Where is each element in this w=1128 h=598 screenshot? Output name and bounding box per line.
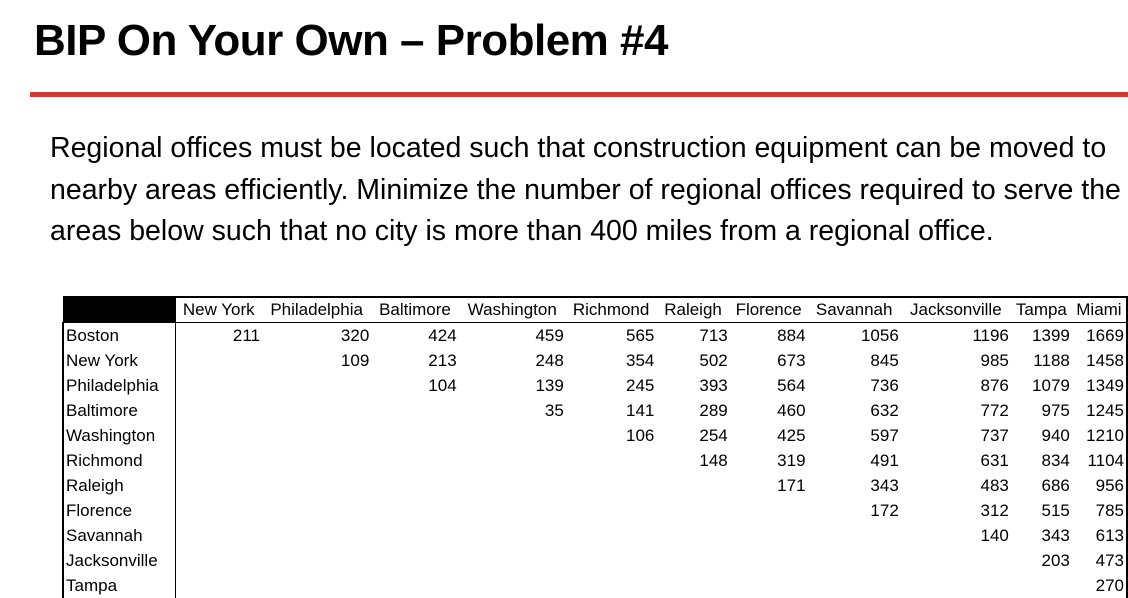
- distance-cell: 104: [371, 373, 458, 398]
- distance-cell: [656, 473, 729, 498]
- distance-cell: 343: [1011, 523, 1072, 548]
- distance-cell: [901, 573, 1011, 598]
- distance-cell: 289: [656, 398, 729, 423]
- distance-cell: [176, 573, 262, 598]
- distance-cell: 785: [1072, 498, 1127, 523]
- row-header: Jacksonville: [63, 548, 176, 573]
- distance-cell: 1196: [901, 323, 1011, 349]
- row-header: Florence: [63, 498, 176, 523]
- distance-cell: [459, 423, 566, 448]
- distance-cell: [262, 498, 371, 523]
- column-header: Savannah: [808, 297, 901, 323]
- distance-cell: [566, 573, 657, 598]
- distance-cell: 171: [730, 473, 808, 498]
- distance-cell: 1079: [1011, 373, 1072, 398]
- table-row: [63, 323, 1127, 349]
- distance-cell: [176, 423, 262, 448]
- distance-cell: [371, 448, 458, 473]
- corner-cell: [63, 297, 176, 323]
- distance-cell: 172: [808, 498, 901, 523]
- distance-cell: [262, 398, 371, 423]
- row-header: Washington: [63, 423, 176, 448]
- distance-cell: [176, 548, 262, 573]
- title-divider: [30, 92, 1128, 97]
- distance-cell: [262, 423, 371, 448]
- distance-cell: [371, 473, 458, 498]
- distance-cell: 203: [1011, 548, 1072, 573]
- row-header: Raleigh: [63, 473, 176, 498]
- column-header: Miami: [1072, 297, 1127, 323]
- row-header: Tampa: [63, 573, 176, 598]
- table-row: [63, 573, 1127, 598]
- distance-cell: 845: [808, 348, 901, 373]
- distance-cell: 459: [459, 323, 566, 349]
- distance-cell: [730, 573, 808, 598]
- distance-cell: [459, 473, 566, 498]
- distance-cell: 1188: [1011, 348, 1072, 373]
- distance-cell: [730, 523, 808, 548]
- table-row: [63, 398, 1127, 423]
- distance-cell: 140: [901, 523, 1011, 548]
- distance-cell: [262, 373, 371, 398]
- column-header: Jacksonville: [901, 297, 1011, 323]
- distance-cell: 613: [1072, 523, 1127, 548]
- row-header: New York: [63, 348, 176, 373]
- header-row: [63, 297, 1127, 323]
- distance-cell: 502: [656, 348, 729, 373]
- distance-cell: 1349: [1072, 373, 1127, 398]
- distance-cell: [808, 523, 901, 548]
- column-header: Florence: [730, 297, 808, 323]
- column-header: Raleigh: [656, 297, 729, 323]
- distance-cell: [656, 573, 729, 598]
- distance-cell: [901, 548, 1011, 573]
- distance-cell: 1104: [1072, 448, 1127, 473]
- distance-cell: 148: [656, 448, 729, 473]
- distance-cell: [656, 498, 729, 523]
- distance-cell: [371, 573, 458, 598]
- distance-cell: [459, 548, 566, 573]
- distance-cell: [176, 498, 262, 523]
- distance-cell: 565: [566, 323, 657, 349]
- table-row: [63, 448, 1127, 473]
- distance-cell: 1458: [1072, 348, 1127, 373]
- problem-statement: Regional offices must be located such that construction equipment can be moved to nearby areas efficiently. Minimize the number of regional offices required to serve the areas below such that no city is more than 400 miles from a regional office.: [50, 128, 1128, 253]
- distance-cell: [566, 548, 657, 573]
- table-row: [63, 373, 1127, 398]
- distance-cell: [566, 473, 657, 498]
- distance-cell: [176, 448, 262, 473]
- distance-cell: 106: [566, 423, 657, 448]
- distance-cell: 515: [1011, 498, 1072, 523]
- distance-cell: 736: [808, 373, 901, 398]
- distance-cell: [459, 498, 566, 523]
- distance-cell: 248: [459, 348, 566, 373]
- distance-cell: 254: [656, 423, 729, 448]
- distance-cell: 1056: [808, 323, 901, 349]
- distance-cell: [566, 448, 657, 473]
- distance-cell: [371, 498, 458, 523]
- distance-cell: 975: [1011, 398, 1072, 423]
- distance-cell: 737: [901, 423, 1011, 448]
- distance-cell: 834: [1011, 448, 1072, 473]
- distance-cell: 1245: [1072, 398, 1127, 423]
- distance-cell: [808, 548, 901, 573]
- distance-cell: 141: [566, 398, 657, 423]
- distance-cell: [262, 473, 371, 498]
- distance-cell: [656, 548, 729, 573]
- distance-table: [62, 296, 1128, 598]
- distance-cell: 686: [1011, 473, 1072, 498]
- distance-cell: 393: [656, 373, 729, 398]
- distance-cell: 713: [656, 323, 729, 349]
- distance-cell: 884: [730, 323, 808, 349]
- distance-cell: [459, 448, 566, 473]
- distance-cell: [371, 398, 458, 423]
- distance-cell: [656, 523, 729, 548]
- column-header: Richmond: [566, 297, 657, 323]
- distance-cell: 483: [901, 473, 1011, 498]
- distance-cell: [262, 573, 371, 598]
- row-header: Philadelphia: [63, 373, 176, 398]
- table-body: [63, 323, 1127, 598]
- distance-cell: 460: [730, 398, 808, 423]
- distance-cell: [371, 423, 458, 448]
- distance-cell: [176, 348, 262, 373]
- distance-cell: 425: [730, 423, 808, 448]
- row-header: Baltimore: [63, 398, 176, 423]
- column-header: Baltimore: [371, 297, 458, 323]
- distance-cell: 876: [901, 373, 1011, 398]
- distance-cell: 245: [566, 373, 657, 398]
- column-header: Philadelphia: [262, 297, 371, 323]
- distance-cell: 343: [808, 473, 901, 498]
- distance-cell: 1399: [1011, 323, 1072, 349]
- distance-cell: 354: [566, 348, 657, 373]
- table-row: [63, 423, 1127, 448]
- distance-cell: 270: [1072, 573, 1127, 598]
- slide-title: BIP On Your Own – Problem #4: [34, 16, 668, 66]
- distance-cell: [730, 498, 808, 523]
- distance-cell: [371, 523, 458, 548]
- table-row: [63, 498, 1127, 523]
- distance-cell: [262, 548, 371, 573]
- distance-cell: [1011, 573, 1072, 598]
- column-header: Washington: [459, 297, 566, 323]
- distance-cell: 673: [730, 348, 808, 373]
- distance-cell: [566, 523, 657, 548]
- distance-cell: [459, 573, 566, 598]
- distance-cell: 1669: [1072, 323, 1127, 349]
- distance-cell: [176, 398, 262, 423]
- distance-cell: 1210: [1072, 423, 1127, 448]
- distance-cell: 35: [459, 398, 566, 423]
- distance-cell: 631: [901, 448, 1011, 473]
- distance-cell: 473: [1072, 548, 1127, 573]
- distance-cell: [176, 523, 262, 548]
- distance-cell: [566, 498, 657, 523]
- distance-cell: [371, 548, 458, 573]
- distance-cell: 213: [371, 348, 458, 373]
- table-row: [63, 473, 1127, 498]
- distance-cell: [459, 523, 566, 548]
- distance-cell: 139: [459, 373, 566, 398]
- distance-cell: 564: [730, 373, 808, 398]
- distance-cell: 312: [901, 498, 1011, 523]
- distance-cell: 772: [901, 398, 1011, 423]
- row-header: Savannah: [63, 523, 176, 548]
- distance-cell: 985: [901, 348, 1011, 373]
- distance-cell: 940: [1011, 423, 1072, 448]
- column-header: Tampa: [1011, 297, 1072, 323]
- distance-cell: [262, 448, 371, 473]
- distance-cell: 956: [1072, 473, 1127, 498]
- distance-cell: 597: [808, 423, 901, 448]
- table-row: [63, 548, 1127, 573]
- distance-cell: 320: [262, 323, 371, 349]
- distance-cell: [176, 473, 262, 498]
- distance-cell: [176, 373, 262, 398]
- distance-cell: [808, 573, 901, 598]
- row-header: Boston: [63, 323, 176, 349]
- distance-cell: 491: [808, 448, 901, 473]
- distance-cell: 632: [808, 398, 901, 423]
- distance-cell: 211: [176, 323, 262, 349]
- table-row: [63, 523, 1127, 548]
- distance-cell: [262, 523, 371, 548]
- distance-cell: 424: [371, 323, 458, 349]
- distance-cell: [730, 548, 808, 573]
- table-row: [63, 348, 1127, 373]
- column-header: New York: [176, 297, 262, 323]
- distance-cell: 109: [262, 348, 371, 373]
- distance-cell: 319: [730, 448, 808, 473]
- row-header: Richmond: [63, 448, 176, 473]
